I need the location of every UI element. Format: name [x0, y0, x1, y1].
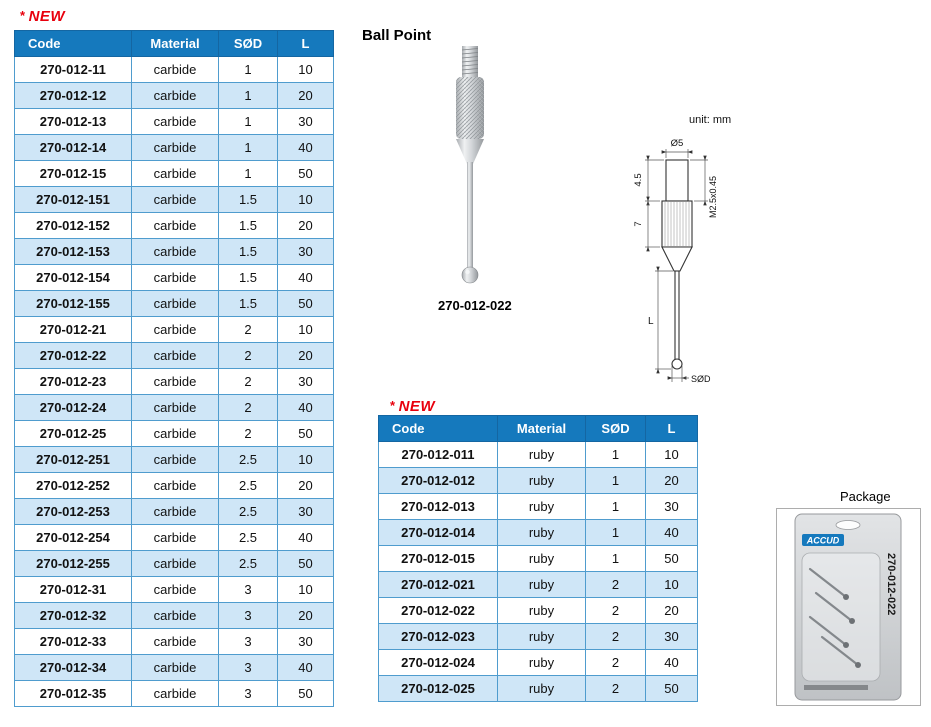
table-cell: ruby	[498, 494, 586, 520]
table-cell: ruby	[498, 520, 586, 546]
table-cell: 1.5	[219, 239, 278, 265]
table-row	[15, 187, 334, 213]
column-header: SØD	[219, 31, 278, 57]
table-cell: 30	[278, 629, 334, 655]
table-cell: carbide	[132, 369, 219, 395]
table-cell: 10	[278, 447, 334, 473]
table-cell: 10	[278, 577, 334, 603]
table-cell: carbide	[132, 681, 219, 707]
table-cell: carbide	[132, 187, 219, 213]
table-cell: 3	[219, 681, 278, 707]
table-row	[15, 499, 334, 525]
table-cell: 30	[646, 494, 698, 520]
code-cell: 270-012-013	[379, 494, 498, 520]
table-row	[15, 109, 334, 135]
table-cell: 1	[219, 83, 278, 109]
code-cell: 270-012-151	[15, 187, 132, 213]
dim-diameter-label: Ø5	[670, 138, 684, 149]
table-row	[379, 624, 698, 650]
table-cell: 2	[219, 369, 278, 395]
table-cell: ruby	[498, 546, 586, 572]
table-row	[379, 546, 698, 572]
table-row	[15, 525, 334, 551]
new-star-icon: *	[20, 8, 26, 23]
table-cell: 2	[586, 598, 646, 624]
code-cell: 270-012-31	[15, 577, 132, 603]
table-cell: carbide	[132, 577, 219, 603]
table-row	[379, 442, 698, 468]
table-cell: 20	[278, 343, 334, 369]
table-row	[15, 291, 334, 317]
new-badge-right	[390, 398, 435, 415]
table-cell: 30	[278, 109, 334, 135]
table-cell: 2	[219, 395, 278, 421]
code-cell: 270-012-022	[379, 598, 498, 624]
column-header: L	[278, 31, 334, 57]
table-row	[15, 603, 334, 629]
table-cell: 1	[586, 468, 646, 494]
table-cell: 50	[278, 551, 334, 577]
code-cell: 270-012-33	[15, 629, 132, 655]
table-cell: carbide	[132, 161, 219, 187]
code-cell: 270-012-252	[15, 473, 132, 499]
table-cell: 1	[219, 135, 278, 161]
table-cell: 1	[586, 442, 646, 468]
new-badge-text: NEW	[28, 8, 66, 25]
code-cell: 270-012-34	[15, 655, 132, 681]
table-row	[379, 520, 698, 546]
table-row	[15, 421, 334, 447]
table-row	[15, 83, 334, 109]
code-cell: 270-012-023	[379, 624, 498, 650]
package-image	[778, 509, 919, 705]
table-cell: 40	[278, 265, 334, 291]
technical-drawing	[605, 105, 765, 400]
table-cell: 2	[219, 317, 278, 343]
table-row	[15, 551, 334, 577]
table-cell: 2	[219, 421, 278, 447]
table-cell: 1.5	[219, 213, 278, 239]
table-cell: 1	[219, 109, 278, 135]
table-header-row	[15, 31, 334, 57]
table-cell: ruby	[498, 572, 586, 598]
table-cell: carbide	[132, 447, 219, 473]
table-row	[379, 650, 698, 676]
code-cell: 270-012-23	[15, 369, 132, 395]
table-cell: 50	[646, 546, 698, 572]
thread-spec-label: M2.5x0.45	[708, 175, 718, 219]
table-cell: carbide	[132, 395, 219, 421]
ruby-spec-table	[378, 415, 698, 702]
table-cell: 1	[586, 494, 646, 520]
table-cell: 3	[219, 629, 278, 655]
table-cell: carbide	[132, 317, 219, 343]
table-row	[15, 577, 334, 603]
table-cell: 10	[646, 572, 698, 598]
table-row	[15, 57, 334, 83]
table-cell: 30	[646, 624, 698, 650]
table-cell: carbide	[132, 655, 219, 681]
code-cell: 270-012-011	[379, 442, 498, 468]
code-cell: 270-012-35	[15, 681, 132, 707]
code-cell: 270-012-32	[15, 603, 132, 629]
table-cell: carbide	[132, 265, 219, 291]
dim-knurl-height-label: 7	[633, 221, 644, 227]
table-cell: 40	[278, 135, 334, 161]
table-cell: carbide	[132, 83, 219, 109]
table-cell: 2	[586, 676, 646, 702]
dim-length-label: L	[648, 316, 654, 327]
code-cell: 270-012-154	[15, 265, 132, 291]
table-cell: 3	[219, 603, 278, 629]
code-cell: 270-012-21	[15, 317, 132, 343]
table-cell: ruby	[498, 442, 586, 468]
table-cell: carbide	[132, 239, 219, 265]
table-row	[379, 494, 698, 520]
code-cell: 270-012-11	[15, 57, 132, 83]
table-row	[15, 395, 334, 421]
table-cell: carbide	[132, 525, 219, 551]
table-cell: 1.5	[219, 291, 278, 317]
table-cell: ruby	[498, 650, 586, 676]
table-cell: 50	[278, 421, 334, 447]
table-cell: carbide	[132, 213, 219, 239]
table-cell: 40	[278, 655, 334, 681]
probe-outline	[662, 160, 692, 369]
code-cell: 270-012-014	[379, 520, 498, 546]
new-badge-text: NEW	[398, 398, 436, 415]
code-cell: 270-012-012	[379, 468, 498, 494]
table-cell: 30	[278, 369, 334, 395]
table-cell: 3	[219, 655, 278, 681]
table-cell: 40	[646, 650, 698, 676]
table-cell: carbide	[132, 499, 219, 525]
code-cell: 270-012-25	[15, 421, 132, 447]
table-cell: 10	[278, 57, 334, 83]
table-row	[379, 468, 698, 494]
table-cell: 2.5	[219, 473, 278, 499]
page-title: Ball Point	[362, 27, 432, 44]
table-cell: 20	[278, 213, 334, 239]
table-row	[15, 473, 334, 499]
column-header: Code	[15, 31, 132, 57]
table-cell: carbide	[132, 603, 219, 629]
table-cell: 1	[586, 520, 646, 546]
table-cell: 10	[278, 317, 334, 343]
carbide-spec-table	[14, 30, 334, 707]
code-cell: 270-012-12	[15, 83, 132, 109]
table-row	[15, 265, 334, 291]
table-header-row	[379, 416, 698, 442]
code-cell: 270-012-251	[15, 447, 132, 473]
table-cell: 20	[646, 598, 698, 624]
table-row	[15, 369, 334, 395]
table-cell: carbide	[132, 57, 219, 83]
column-header: Code	[379, 416, 498, 442]
table-row	[379, 572, 698, 598]
table-cell: 2.5	[219, 447, 278, 473]
table-cell: carbide	[132, 291, 219, 317]
table-cell: 2	[586, 650, 646, 676]
table-row	[15, 135, 334, 161]
table-cell: 2.5	[219, 499, 278, 525]
table-cell: ruby	[498, 624, 586, 650]
table-cell: 50	[646, 676, 698, 702]
new-badge-left	[20, 8, 65, 25]
table-cell: 20	[278, 603, 334, 629]
table-row	[15, 629, 334, 655]
table-cell: carbide	[132, 473, 219, 499]
table-cell: 50	[278, 161, 334, 187]
column-header: L	[646, 416, 698, 442]
package-brand: ACCUD	[806, 535, 840, 546]
table-body	[379, 442, 698, 702]
table-row	[15, 213, 334, 239]
table-cell: carbide	[132, 629, 219, 655]
table-cell: 20	[646, 468, 698, 494]
new-star-icon: *	[390, 398, 396, 413]
table-cell: 30	[278, 499, 334, 525]
code-cell: 270-012-13	[15, 109, 132, 135]
code-cell: 270-012-22	[15, 343, 132, 369]
column-header: Material	[132, 31, 219, 57]
product-photo	[415, 42, 525, 292]
table-cell: 40	[646, 520, 698, 546]
table-row	[15, 655, 334, 681]
table-cell: 1.5	[219, 187, 278, 213]
table-cell: ruby	[498, 676, 586, 702]
dim-top-height-label: 4.5	[633, 173, 644, 187]
product-caption: 270-012-022	[438, 298, 512, 313]
table-cell: 40	[278, 525, 334, 551]
table-row	[379, 598, 698, 624]
code-cell: 270-012-153	[15, 239, 132, 265]
table-cell: 10	[278, 187, 334, 213]
code-cell: 270-012-015	[379, 546, 498, 572]
code-cell: 270-012-152	[15, 213, 132, 239]
table-row	[379, 676, 698, 702]
table-row	[15, 239, 334, 265]
table-cell: 2	[586, 624, 646, 650]
package-code: 270-012-022	[885, 553, 897, 616]
table-cell: 20	[278, 83, 334, 109]
table-cell: carbide	[132, 109, 219, 135]
code-cell: 270-012-253	[15, 499, 132, 525]
table-cell: 20	[278, 473, 334, 499]
code-cell: 270-012-254	[15, 525, 132, 551]
table-cell: 1	[219, 57, 278, 83]
table-cell: 10	[646, 442, 698, 468]
table-row	[15, 681, 334, 707]
table-cell: carbide	[132, 135, 219, 161]
table-body	[15, 57, 334, 707]
package-box	[776, 508, 921, 706]
table-row	[15, 343, 334, 369]
table-cell: 50	[278, 291, 334, 317]
code-cell: 270-012-14	[15, 135, 132, 161]
table-cell: carbide	[132, 551, 219, 577]
table-cell: carbide	[132, 421, 219, 447]
unit-label: unit: mm	[689, 114, 732, 126]
column-header: SØD	[586, 416, 646, 442]
code-cell: 270-012-15	[15, 161, 132, 187]
code-cell: 270-012-255	[15, 551, 132, 577]
table-cell: 50	[278, 681, 334, 707]
table-row	[15, 317, 334, 343]
table-cell: 30	[278, 239, 334, 265]
code-cell: 270-012-024	[379, 650, 498, 676]
table-cell: 2	[586, 572, 646, 598]
table-cell: 40	[278, 395, 334, 421]
table-cell: ruby	[498, 468, 586, 494]
dim-ball-label: SØD	[691, 374, 711, 384]
table-cell: 1.5	[219, 265, 278, 291]
table-cell: 2.5	[219, 525, 278, 551]
table-row	[15, 161, 334, 187]
table-cell: ruby	[498, 598, 586, 624]
table-cell: 1	[586, 546, 646, 572]
code-cell: 270-012-025	[379, 676, 498, 702]
code-cell: 270-012-021	[379, 572, 498, 598]
code-cell: 270-012-24	[15, 395, 132, 421]
table-row	[15, 447, 334, 473]
column-header: Material	[498, 416, 586, 442]
table-cell: 2	[219, 343, 278, 369]
table-cell: 1	[219, 161, 278, 187]
table-cell: carbide	[132, 343, 219, 369]
package-label: Package	[840, 489, 891, 504]
table-cell: 2.5	[219, 551, 278, 577]
code-cell: 270-012-155	[15, 291, 132, 317]
table-cell: 3	[219, 577, 278, 603]
